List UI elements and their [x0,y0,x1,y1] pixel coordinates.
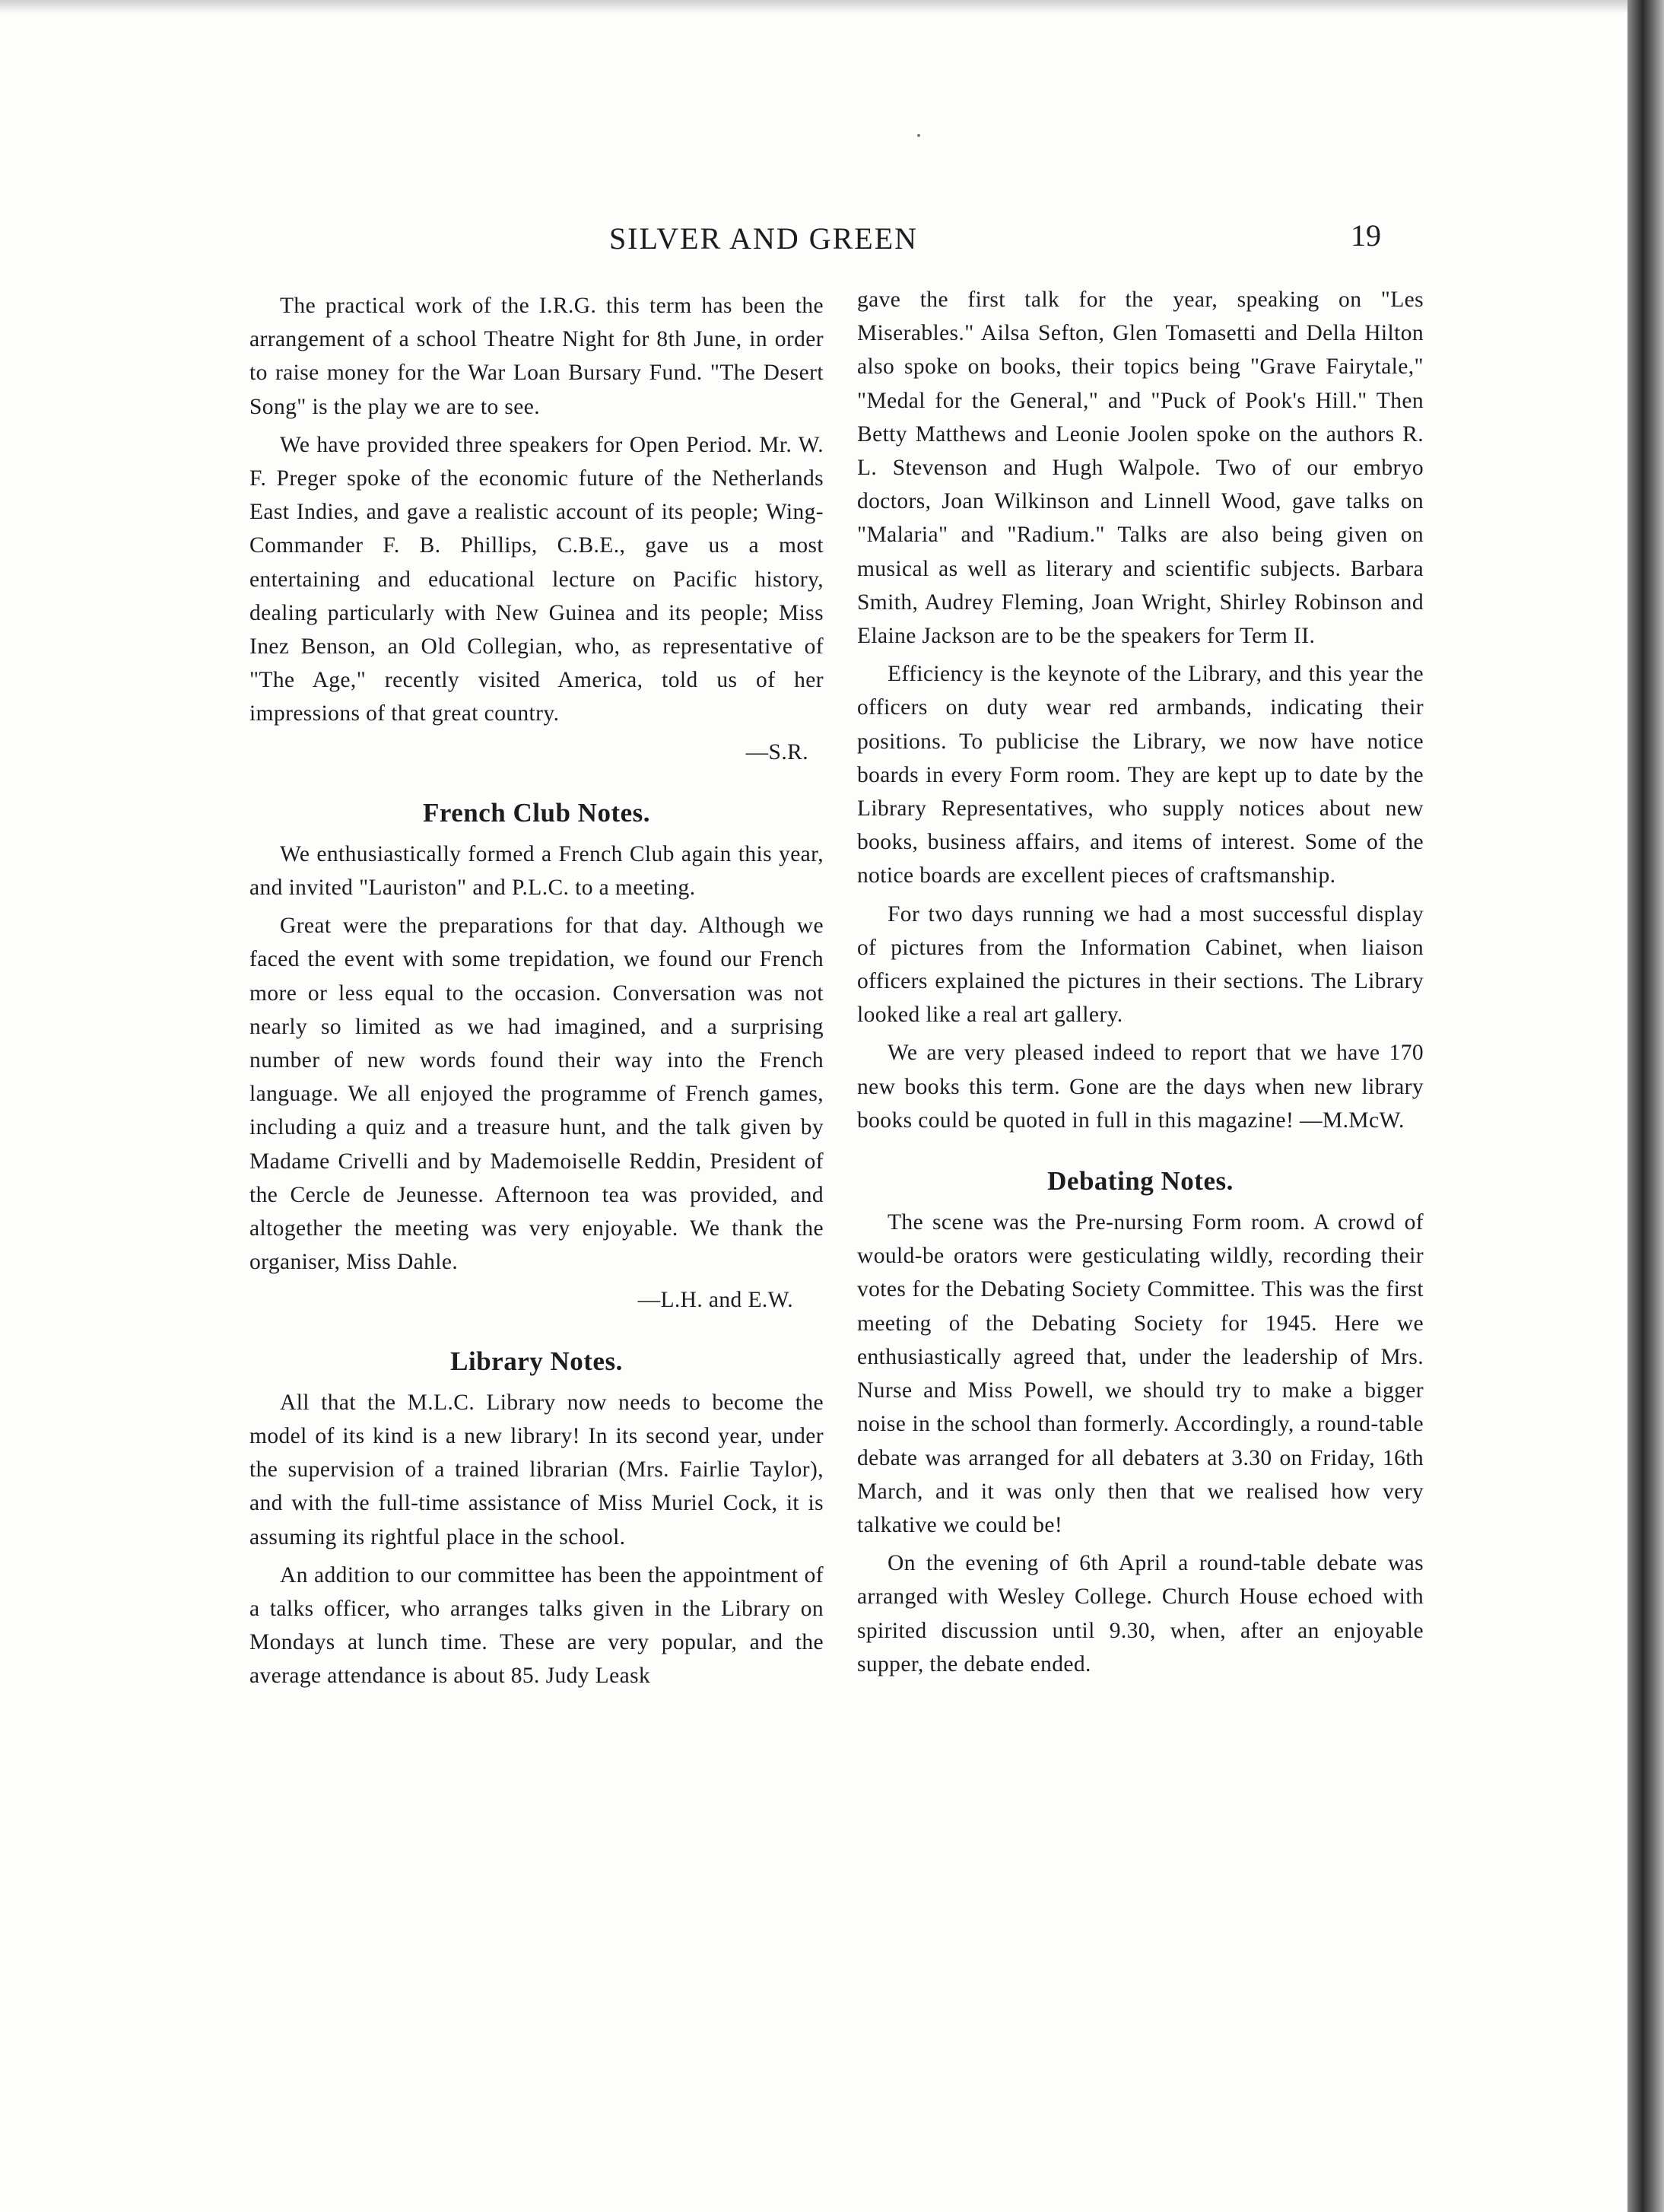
library-paragraph: For two days running we had a most successful display of pictures from the Information Cabinet, when liaison officers explained the pictures in their sections. The Library looked like a real art gallery. [857,901,1424,1028]
scan-top-edge [0,0,1627,14]
irg-signature: —S.R. [745,739,808,764]
library-notes-heading: Library Notes. [450,1346,623,1376]
library-continued-paragraph: gave the first talk for the year, speaking on "Les Miserables." Ailsa Sefton, Glen Tomasetti and Della Hilton also spoke on books, their topics being "Grave Fairytale," "Medal for the General," and "Puck of Pook's Hill." Then Betty Matthews and Leonie Joolen spoke on the authors R. L. Stevenson and Hugh Walpole. Two of our embryo doctors, Joan Wilkinson and Linnell Wood, gave talks on "Malaria" and "Radium." Talks are also being given on musical as well as literary and scientific subjects. Barbara Smith, Audrey Fleming, Joan Wright, Shirley Robinson and Elaine Jackson are to be the speakers for Term II. [857,288,1424,649]
debating-paragraph: On the evening of 6th April a round-table debate was arranged with Wesley College. Church House echoed with spirited discussion until 9.30, when, after an enjoyable supper, the debate ended. [857,1551,1424,1676]
library-paragraph: An addition to our committee has been the appointment of a talks officer, who arranges talks given in the Library on Mondays at lunch time. These are very popular, and the average attendance is about 85. Judy Leask [249,1562,824,1689]
french-paragraph: We enthusiastically formed a French Club again this year, and invited "Lauriston" and P.L.C. to a meeting. [249,841,824,901]
irg-paragraph: We have provided three speakers for Open Period. Mr. W. F. Preger spoke of the economic future of the Netherlands East Indies, and gave a realistic account of its people; Wing-Commander F. B. Phillips, C.B.E., gave us a most entertaining and educational lecture on Pacific history, dealing particularly with New Guinea and its people; Miss Inez Benson, an Old Collegian, who, as representative of "The Age," recently visited America, told us of her impressions of that great country. [249,432,824,726]
library-paragraph: Efficiency is the keynote of the Library, and this year the officers on duty wear red armbands, indicating their positions. To publicise the Library, we now have notice boards in every Form room. They are kept up to date by the Library Representatives, who supply notices about new books, business affairs, and items of interest. Some of the notice boards are excellent pieces of craftsmanship. [857,662,1424,888]
library-paragraph: We are very pleased indeed to report that we have 170 new books this term. Gone are the days when new library books could be quoted in full in this magazine! —M.McW. [857,1041,1424,1133]
library-paragraph: All that the M.L.C. Library now needs to become the model of its kind is a new library! In its second year, under the supervision of a trained librarian (Mrs. Fairlie Taylor), and with the full-time assistance of Miss Muriel Cock, it is assuming its rightful place in the school. [249,1390,824,1549]
french-club-heading: French Club Notes. [422,797,651,828]
left-column [249,289,824,1693]
page-number: 19 [1351,218,1381,253]
scan-speck [917,134,920,137]
french-signature: —L.H. and E.W. [637,1288,793,1313]
right-column [857,283,1424,1681]
scan-binding-edge [1627,0,1664,2212]
running-header-title: SILVER AND GREEN [608,221,919,256]
debating-notes-heading: Debating Notes. [1047,1166,1234,1197]
irg-paragraph: The practical work of the I.R.G. this term has been the arrangement of a school Theatre Night for 8th June, in order to raise money for the War Loan Bursary Fund. "The Desert Song" is the play we are to see. [249,294,824,419]
debating-paragraph: The scene was the Pre-nursing Form room. A crowd of would-be orators were gesticulating wildly, recording their votes for the Debating Society Committee. This was the first meeting of the Debating Society for 1945. Here we enthusiastically agreed that, under the leadership of Mrs. Nurse and Miss Powell, we should try to make a bigger noise in the school than formerly. Accordingly, a round-table debate was arranged for all debaters at 3.30 on Friday, 16th March, and it was only then that we realised how very talkative we could be! [857,1210,1424,1537]
french-paragraph: Great were the preparations for that day. Although we faced the event with some trepidation, we found our French more or less equal to the occasion. Conversation was not nearly so limited as we had imagined, and a surprising number of new words found their way into the French language. We all enjoyed the programme of French games, including a quiz and a treasure hunt, and the talk given by Madame Crivelli and by Mademoiselle Reddin, President of the Cercle de Jeunesse. Afternoon tea was provided, and altogether the meeting was very enjoyable. We thank the organiser, Miss Dahle. [249,914,824,1275]
